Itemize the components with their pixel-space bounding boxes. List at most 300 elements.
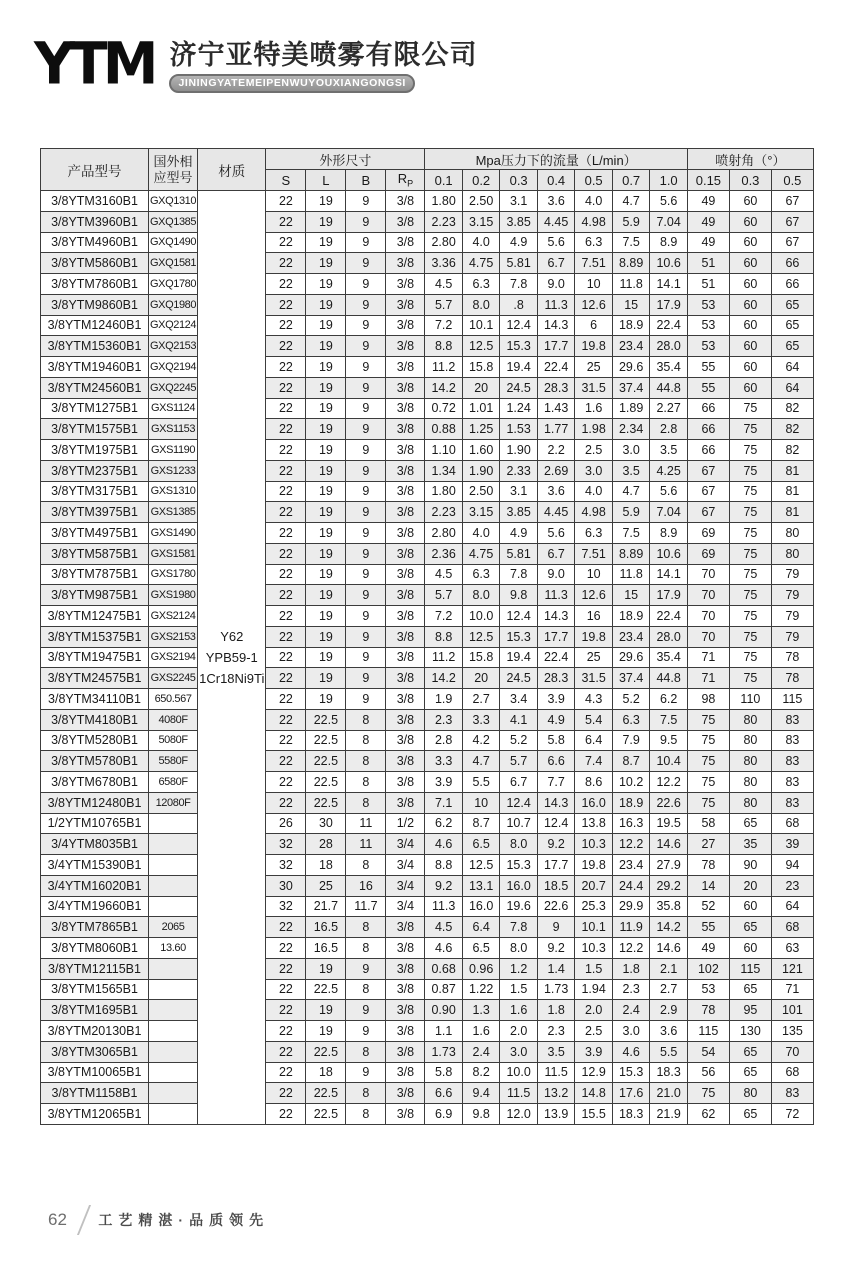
flow-cell: 4.9 (500, 232, 538, 253)
flow-cell: 31.5 (575, 377, 613, 398)
dimension-cell: 22 (266, 1104, 306, 1125)
flow-cell: .8 (500, 294, 538, 315)
dimension-cell: 3/8 (386, 543, 425, 564)
flow-cell: 13.9 (537, 1104, 575, 1125)
flow-cell: 1.6 (462, 1021, 500, 1042)
angle-cell: 68 (771, 1062, 813, 1083)
col-angle-0-5: 0.5 (771, 170, 813, 191)
flow-cell: 5.6 (537, 232, 575, 253)
flow-cell: 17.6 (612, 1083, 650, 1104)
flow-cell: 13.8 (575, 813, 613, 834)
flow-cell: 5.7 (500, 751, 538, 772)
flow-cell: 11.8 (612, 564, 650, 585)
angle-cell: 75 (729, 440, 771, 461)
flow-cell: 23.4 (612, 336, 650, 357)
flow-cell: 14.6 (650, 938, 688, 959)
flow-cell: 18.3 (612, 1104, 650, 1125)
dimension-cell: 22 (266, 1021, 306, 1042)
foreign-model-cell: GXS2245 (149, 668, 198, 689)
flow-cell: 4.98 (575, 502, 613, 523)
flow-cell: 7.2 (425, 315, 463, 336)
angle-cell: 51 (687, 253, 729, 274)
col-product-model: 产品型号 (41, 149, 149, 191)
flow-cell: 35.4 (650, 357, 688, 378)
col-flow-1-0: 1.0 (650, 170, 688, 191)
material-cell (198, 191, 266, 1125)
product-model-cell: 3/8YTM3975B1 (41, 502, 149, 523)
angle-cell: 80 (771, 523, 813, 544)
angle-cell: 98 (687, 689, 729, 710)
col-dim-l: L (306, 170, 346, 191)
flow-cell: 1.43 (537, 398, 575, 419)
angle-cell: 65 (729, 917, 771, 938)
angle-cell: 60 (729, 377, 771, 398)
flow-cell: 2.23 (425, 211, 463, 232)
flow-cell: 12.4 (500, 606, 538, 627)
table-row (41, 543, 814, 564)
dimension-cell: 22 (266, 357, 306, 378)
flow-cell: 3.4 (500, 689, 538, 710)
product-model-cell: 3/8YTM5780B1 (41, 751, 149, 772)
table-row (41, 585, 814, 606)
dimension-cell: 9 (346, 294, 386, 315)
flow-cell: 4.7 (462, 751, 500, 772)
dimension-cell: 22.5 (306, 751, 346, 772)
company-name-pinyin-badge: JININGYATEMEIPENWUYOUXIANGONGSI (169, 74, 414, 93)
angle-cell: 101 (771, 1000, 813, 1021)
angle-cell: 75 (687, 1083, 729, 1104)
dimension-cell: 9 (346, 481, 386, 502)
flow-cell: 4.6 (612, 1041, 650, 1062)
flow-cell: 11.9 (612, 917, 650, 938)
foreign-model-cell: 2065 (149, 917, 198, 938)
flow-cell: 5.5 (650, 1041, 688, 1062)
flow-cell: 8.0 (500, 938, 538, 959)
dimension-cell: 19 (306, 626, 346, 647)
foreign-model-cell: GXQ1385 (149, 211, 198, 232)
flow-cell: 2.3 (612, 979, 650, 1000)
header-row-groups (41, 149, 814, 170)
flow-cell: 3.5 (650, 440, 688, 461)
angle-cell: 49 (687, 938, 729, 959)
angle-cell: 75 (729, 647, 771, 668)
flow-cell: 3.6 (650, 1021, 688, 1042)
flow-cell: 1.89 (612, 398, 650, 419)
dimension-cell: 19 (306, 668, 346, 689)
product-model-cell: 3/8YTM1158B1 (41, 1083, 149, 1104)
flow-cell: 7.9 (612, 730, 650, 751)
angle-cell: 62 (687, 1104, 729, 1125)
flow-cell: 6.3 (462, 274, 500, 295)
flow-cell: 7.4 (575, 751, 613, 772)
angle-cell: 75 (729, 585, 771, 606)
flow-cell: 7.5 (612, 523, 650, 544)
dimension-cell: 3/8 (386, 440, 425, 461)
foreign-model-cell: GXS1124 (149, 398, 198, 419)
angle-cell: 80 (729, 751, 771, 772)
dimension-cell: 22 (266, 377, 306, 398)
flow-cell: 4.7 (612, 191, 650, 212)
dimension-cell: 22 (266, 626, 306, 647)
flow-cell: 17.7 (537, 336, 575, 357)
col-group-flow: Mpa压力下的流量（L/min） (425, 149, 688, 170)
flow-cell: 3.0 (500, 1041, 538, 1062)
angle-cell: 75 (729, 668, 771, 689)
dimension-cell: 8 (346, 792, 386, 813)
angle-cell: 135 (771, 1021, 813, 1042)
dimension-cell: 32 (266, 855, 306, 876)
dimension-cell: 22 (266, 1000, 306, 1021)
angle-cell: 51 (687, 274, 729, 295)
flow-cell: 18.9 (612, 606, 650, 627)
dimension-cell: 19 (306, 274, 346, 295)
angle-cell: 79 (771, 626, 813, 647)
flow-cell: 4.0 (575, 191, 613, 212)
flow-cell: 44.8 (650, 668, 688, 689)
flow-cell: 6.4 (575, 730, 613, 751)
flow-cell: 5.81 (500, 543, 538, 564)
angle-cell: 67 (687, 481, 729, 502)
flow-cell: 10.7 (500, 813, 538, 834)
flow-cell: 31.5 (575, 668, 613, 689)
dimension-cell: 19 (306, 398, 346, 419)
product-model-cell: 3/8YTM10065B1 (41, 1062, 149, 1083)
dimension-cell: 22 (266, 336, 306, 357)
angle-cell: 78 (771, 647, 813, 668)
flow-cell: 2.5 (575, 440, 613, 461)
angle-cell: 81 (771, 460, 813, 481)
flow-cell: 15.3 (500, 626, 538, 647)
angle-cell: 79 (771, 606, 813, 627)
dimension-cell: 3/8 (386, 336, 425, 357)
table-row (41, 917, 814, 938)
col-angle-0-15: 0.15 (687, 170, 729, 191)
flow-cell: 4.5 (425, 917, 463, 938)
product-model-cell: 3/8YTM4180B1 (41, 709, 149, 730)
dimension-cell: 22 (266, 979, 306, 1000)
dimension-cell: 22 (266, 232, 306, 253)
flow-cell: 2.50 (462, 191, 500, 212)
flow-cell: 24.4 (612, 875, 650, 896)
product-model-cell: 3/8YTM3960B1 (41, 211, 149, 232)
flow-cell: 12.4 (500, 792, 538, 813)
dimension-cell: 19 (306, 606, 346, 627)
flow-cell: 3.15 (462, 502, 500, 523)
flow-cell: 5.5 (462, 772, 500, 793)
foreign-model-cell: GXS2124 (149, 606, 198, 627)
angle-cell: 68 (771, 917, 813, 938)
dimension-cell: 22 (266, 647, 306, 668)
flow-cell: 19.6 (500, 896, 538, 917)
flow-cell: 3.85 (500, 211, 538, 232)
flow-cell: 2.3 (425, 709, 463, 730)
flow-cell: 9.4 (462, 1083, 500, 1104)
flow-cell: 6.7 (537, 253, 575, 274)
angle-cell: 66 (687, 398, 729, 419)
dimension-cell: 9 (346, 232, 386, 253)
flow-cell: 3.5 (612, 460, 650, 481)
angle-cell: 80 (729, 792, 771, 813)
dimension-cell: 9 (346, 668, 386, 689)
flow-cell: 2.8 (425, 730, 463, 751)
product-model-cell: 3/8YTM12480B1 (41, 792, 149, 813)
col-dim-s: S (266, 170, 306, 191)
table-row (41, 1041, 814, 1062)
dimension-cell: 22 (266, 1062, 306, 1083)
dimension-cell: 3/8 (386, 419, 425, 440)
flow-cell: 2.34 (612, 419, 650, 440)
dimension-cell: 22 (266, 543, 306, 564)
angle-cell: 64 (771, 357, 813, 378)
flow-cell: 15.5 (575, 1104, 613, 1125)
dimension-cell: 22 (266, 502, 306, 523)
footer-slash-divider (77, 1205, 91, 1235)
angle-cell: 75 (687, 709, 729, 730)
flow-cell: 10.1 (575, 917, 613, 938)
dimension-cell: 22 (266, 917, 306, 938)
dimension-cell: 3/8 (386, 668, 425, 689)
footer-slogan: 工艺精湛·品质领先 (98, 1212, 270, 1228)
flow-cell: 4.0 (575, 481, 613, 502)
angle-cell: 81 (771, 502, 813, 523)
angle-cell: 56 (687, 1062, 729, 1083)
angle-cell: 82 (771, 398, 813, 419)
flow-cell: 6.2 (425, 813, 463, 834)
foreign-model-cell (149, 1000, 198, 1021)
flow-cell: 9.2 (425, 875, 463, 896)
flow-cell: 4.0 (462, 523, 500, 544)
dimension-cell: 8 (346, 855, 386, 876)
angle-cell: 83 (771, 772, 813, 793)
table-row (41, 274, 814, 295)
flow-cell: 11.3 (537, 294, 575, 315)
foreign-model-cell: GXQ1310 (149, 191, 198, 212)
product-model-cell: 3/8YTM5280B1 (41, 730, 149, 751)
dimension-cell: 22 (266, 253, 306, 274)
flow-cell: 19.8 (575, 336, 613, 357)
flow-cell: 3.3 (425, 751, 463, 772)
dimension-cell: 22.5 (306, 1083, 346, 1104)
foreign-model-cell (149, 958, 198, 979)
product-spec-table (40, 148, 814, 1125)
dimension-cell: 3/8 (386, 294, 425, 315)
dimension-cell: 9 (346, 211, 386, 232)
table-row (41, 357, 814, 378)
page-footer (48, 1203, 269, 1237)
angle-cell: 49 (687, 211, 729, 232)
dimension-cell: 3/8 (386, 232, 425, 253)
table-row (41, 730, 814, 751)
angle-cell: 115 (687, 1021, 729, 1042)
flow-cell: 29.2 (650, 875, 688, 896)
angle-cell: 60 (729, 294, 771, 315)
table-row (41, 938, 814, 959)
product-model-cell: 3/8YTM1275B1 (41, 398, 149, 419)
dimension-cell: 9 (346, 1021, 386, 1042)
flow-cell: 5.9 (612, 211, 650, 232)
flow-cell: 10.0 (462, 606, 500, 627)
dimension-cell: 8 (346, 730, 386, 751)
dimension-cell: 22 (266, 751, 306, 772)
angle-cell: 60 (729, 211, 771, 232)
flow-cell: 7.8 (500, 917, 538, 938)
flow-cell: 1.25 (462, 419, 500, 440)
foreign-model-cell: 5580F (149, 751, 198, 772)
dimension-cell: 3/8 (386, 772, 425, 793)
table-row (41, 751, 814, 772)
dimension-cell: 22.5 (306, 709, 346, 730)
angle-cell: 130 (729, 1021, 771, 1042)
flow-cell: 1.01 (462, 398, 500, 419)
angle-cell: 60 (729, 274, 771, 295)
product-model-cell: 3/8YTM2375B1 (41, 460, 149, 481)
dimension-cell: 22 (266, 668, 306, 689)
table-row (41, 523, 814, 544)
flow-cell: 2.4 (462, 1041, 500, 1062)
dimension-cell: 21.7 (306, 896, 346, 917)
dimension-cell: 22 (266, 1041, 306, 1062)
flow-cell: 6.2 (650, 689, 688, 710)
product-model-cell: 3/8YTM6780B1 (41, 772, 149, 793)
dimension-cell: 19 (306, 502, 346, 523)
flow-cell: 1.73 (425, 1041, 463, 1062)
angle-cell: 82 (771, 419, 813, 440)
flow-cell: 17.7 (537, 855, 575, 876)
flow-cell: 2.36 (425, 543, 463, 564)
flow-cell: 5.9 (612, 502, 650, 523)
flow-cell: 1.6 (575, 398, 613, 419)
angle-cell: 63 (771, 938, 813, 959)
angle-cell: 78 (687, 855, 729, 876)
flow-cell: 16.0 (575, 792, 613, 813)
angle-cell: 64 (771, 896, 813, 917)
flow-cell: 8.9 (650, 523, 688, 544)
flow-cell: 5.7 (425, 585, 463, 606)
flow-cell: 12.5 (462, 336, 500, 357)
dimension-cell: 18 (306, 1062, 346, 1083)
flow-cell: 14.3 (537, 315, 575, 336)
flow-cell: 8.6 (575, 772, 613, 793)
angle-cell: 65 (729, 1041, 771, 1062)
angle-cell: 75 (687, 751, 729, 772)
flow-cell: 4.3 (575, 689, 613, 710)
flow-cell: 3.15 (462, 211, 500, 232)
dimension-cell: 3/4 (386, 855, 425, 876)
flow-cell: 15.3 (500, 336, 538, 357)
dimension-cell: 19 (306, 211, 346, 232)
flow-cell: 3.6 (537, 481, 575, 502)
flow-cell: 1.10 (425, 440, 463, 461)
angle-cell: 67 (771, 232, 813, 253)
table-row (41, 647, 814, 668)
flow-cell: 1.9 (425, 689, 463, 710)
dimension-cell: 22.5 (306, 979, 346, 1000)
flow-cell: 0.88 (425, 419, 463, 440)
flow-cell: 19.4 (500, 647, 538, 668)
angle-cell: 75 (729, 460, 771, 481)
dimension-cell: 22 (266, 460, 306, 481)
dimension-cell: 8 (346, 917, 386, 938)
table-row (41, 896, 814, 917)
flow-cell: 9.5 (650, 730, 688, 751)
flow-cell: 10.4 (650, 751, 688, 772)
dimension-cell: 9 (346, 336, 386, 357)
product-model-cell: 3/8YTM1575B1 (41, 419, 149, 440)
dimension-cell: 8 (346, 979, 386, 1000)
flow-cell: 13.1 (462, 875, 500, 896)
flow-cell: 4.25 (650, 460, 688, 481)
flow-cell: 1.90 (462, 460, 500, 481)
angle-cell: 60 (729, 336, 771, 357)
company-name-cn: 济宁亚特美喷雾有限公司 (169, 40, 478, 70)
angle-cell: 53 (687, 315, 729, 336)
foreign-model-cell: GXQ1980 (149, 294, 198, 315)
flow-cell: 2.23 (425, 502, 463, 523)
dimension-cell: 9 (346, 357, 386, 378)
angle-cell: 75 (729, 626, 771, 647)
product-model-cell: 3/8YTM5875B1 (41, 543, 149, 564)
product-model-cell: 3/8YTM15375B1 (41, 626, 149, 647)
product-model-cell: 3/8YTM9860B1 (41, 294, 149, 315)
dimension-cell: 3/8 (386, 730, 425, 751)
angle-cell: 75 (687, 730, 729, 751)
flow-cell: 15 (612, 585, 650, 606)
angle-cell: 65 (771, 294, 813, 315)
foreign-model-cell: GXS1385 (149, 502, 198, 523)
dimension-cell: 3/4 (386, 875, 425, 896)
flow-cell: 2.69 (537, 460, 575, 481)
angle-cell: 66 (771, 253, 813, 274)
flow-cell: 14.2 (425, 668, 463, 689)
foreign-model-cell: GXS2153 (149, 626, 198, 647)
dimension-cell: 22.5 (306, 1104, 346, 1125)
flow-cell: 10.3 (575, 938, 613, 959)
flow-cell: 1.34 (425, 460, 463, 481)
angle-cell: 110 (729, 689, 771, 710)
flow-cell: 24.5 (500, 377, 538, 398)
col-angle-0-3: 0.3 (729, 170, 771, 191)
angle-cell: 60 (729, 191, 771, 212)
foreign-model-cell: GXS2194 (149, 647, 198, 668)
flow-cell: 6.9 (425, 1104, 463, 1125)
flow-cell: 37.4 (612, 377, 650, 398)
flow-cell: 10.6 (650, 543, 688, 564)
flow-cell: 1.80 (425, 481, 463, 502)
foreign-model-cell (149, 1062, 198, 1083)
product-model-cell: 1/2YTM10765B1 (41, 813, 149, 834)
angle-cell: 79 (771, 585, 813, 606)
foreign-model-cell: GXS1310 (149, 481, 198, 502)
dimension-cell: 19 (306, 481, 346, 502)
flow-cell: 3.6 (537, 191, 575, 212)
dimension-cell: 16.5 (306, 938, 346, 959)
angle-cell: 95 (729, 1000, 771, 1021)
dimension-cell: 22 (266, 689, 306, 710)
angle-cell: 60 (729, 357, 771, 378)
table-row (41, 689, 814, 710)
flow-cell: 35.8 (650, 896, 688, 917)
ytm-logo: YTM (34, 30, 154, 99)
dimension-cell: 9 (346, 626, 386, 647)
flow-cell: 4.2 (462, 730, 500, 751)
table-row (41, 232, 814, 253)
dimension-cell: 1/2 (386, 813, 425, 834)
flow-cell: 2.1 (650, 958, 688, 979)
flow-cell: 1.73 (537, 979, 575, 1000)
flow-cell: 18.9 (612, 315, 650, 336)
flow-cell: 3.1 (500, 481, 538, 502)
product-model-cell: 3/8YTM4960B1 (41, 232, 149, 253)
